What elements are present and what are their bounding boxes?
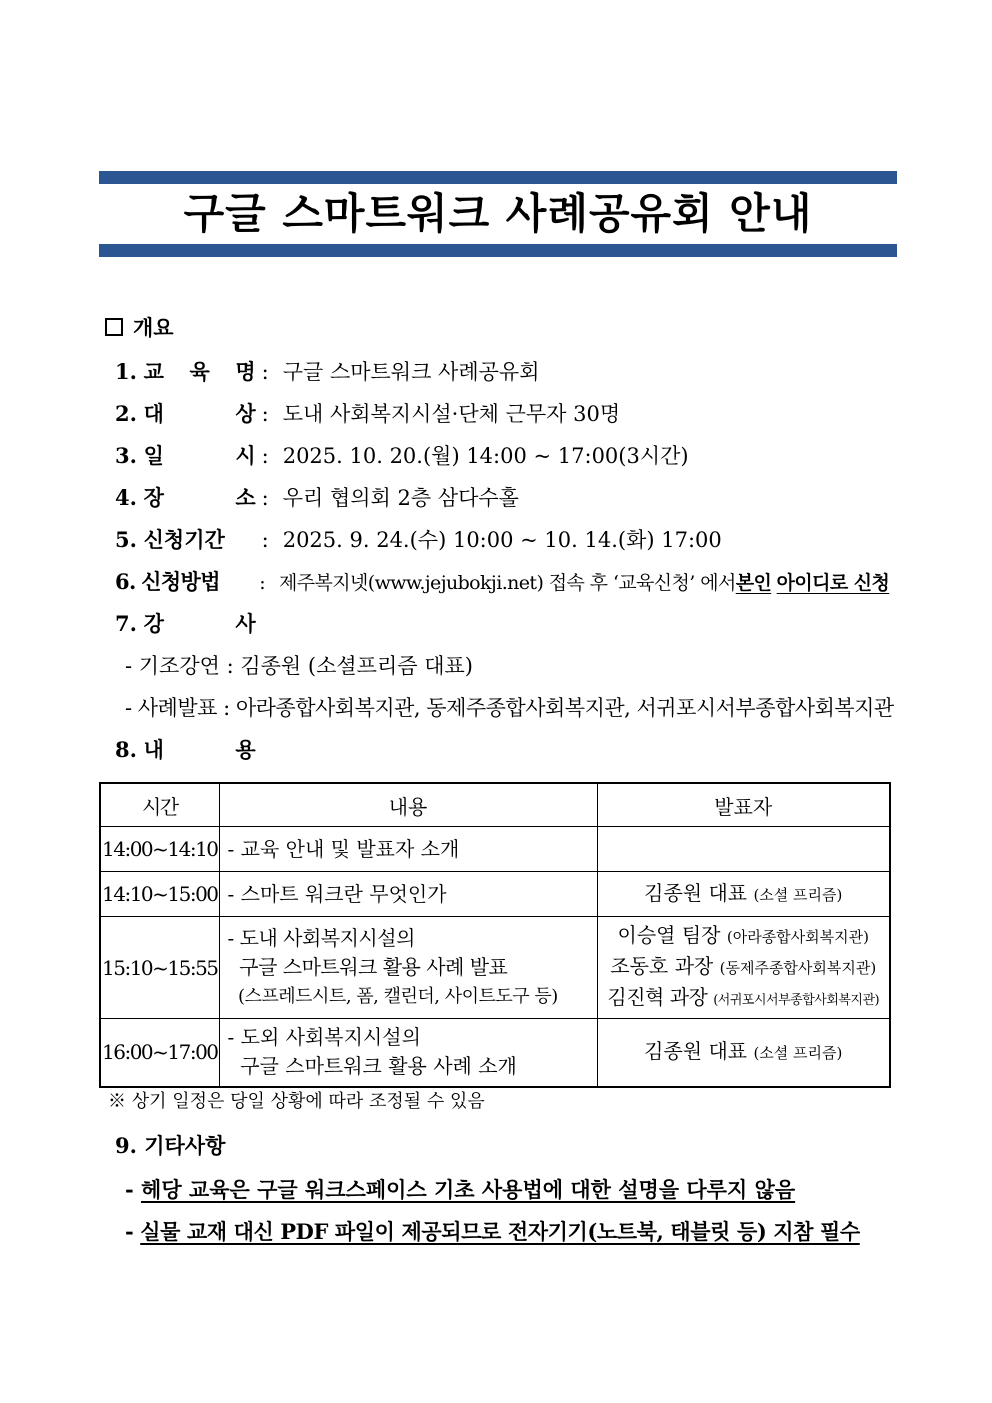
item-label <box>141 566 253 596</box>
content-line: - 교육 안내 및 발표자 소개 <box>227 836 460 861</box>
header-presenter: 발표자 <box>597 783 890 827</box>
content-line: - 스마트 워크란 무엇인가 <box>227 881 447 906</box>
overview-item-2 <box>115 398 620 428</box>
presenter-org: (아라종합사회복지관) <box>726 927 869 946</box>
item-label <box>144 356 256 386</box>
table-row <box>100 827 890 872</box>
underlined-text: 아이디로 신청 <box>776 572 890 594</box>
label-char: 교 <box>143 359 164 384</box>
table-row <box>100 917 890 1019</box>
overview-item-1 <box>115 356 540 386</box>
presenter-name: 조동호 과장 <box>610 953 714 978</box>
presenter-name: 김진혁 과장 <box>607 984 708 1009</box>
table-row <box>100 872 890 917</box>
cell-time: 15:10~15:55 <box>100 917 219 1019</box>
item-value: 구글 스마트워크 사례공유회 <box>282 360 540 384</box>
colon: : <box>261 360 269 384</box>
cell-presenter <box>597 917 890 1019</box>
cell-content <box>219 1019 597 1087</box>
speaker-prefix: - 사례발표 : <box>125 696 230 720</box>
speaker-keynote <box>125 650 473 680</box>
schedule-note: ※ 상기 일정은 당일 상황에 따라 조정될 수 있음 <box>108 1091 485 1112</box>
label-char: 육 <box>189 359 210 384</box>
colon: : <box>261 486 269 510</box>
etc-item-1: - 헤당 교육은 구글 워크스페이스 기초 사용법에 대한 설명을 다루지 않음 <box>125 1177 796 1202</box>
label-char: 장 <box>143 485 164 510</box>
cell-presenter <box>597 872 890 917</box>
cell-content <box>219 827 597 872</box>
content-line: 구글 스마트워크 활용 사례 소개 <box>227 1054 517 1079</box>
overview-item-5 <box>115 524 722 554</box>
overview-item-8 <box>115 734 256 764</box>
title-bar-bottom <box>99 244 897 257</box>
item-label <box>144 734 256 764</box>
item-number: 5. <box>115 527 137 552</box>
etc-heading: 9. 기타사항 <box>115 1133 226 1158</box>
item-value: 2025. 9. 24.(수) 10:00 ~ 10. 14.(화) 17:00 <box>282 528 722 552</box>
presenter-org: (소셜 프리즘) <box>753 885 843 904</box>
etc-item-2: - 실물 교재 대신 PDF 파일이 제공되므로 전자기기(노트북, 태블릿 등) 지참 필수 <box>125 1219 860 1244</box>
presenter-name: 김종원 대표 <box>644 880 748 905</box>
overview-item-3 <box>115 440 689 470</box>
cell-time: 14:00~14:10 <box>100 827 219 872</box>
item-number: 3. <box>115 443 137 468</box>
title-bar-top <box>99 171 897 184</box>
colon: : <box>261 444 269 468</box>
overview-item-4 <box>115 482 519 512</box>
item-value: 2025. 10. 20.(월) 14:00 ~ 17:00(3시간) <box>282 444 689 468</box>
presenter-name: 김종원 대표 <box>644 1038 748 1063</box>
overview-item-6 <box>115 566 889 596</box>
speaker-value: 김종원 (소셜프리즘 대표) <box>240 654 473 678</box>
item-label <box>144 482 256 512</box>
label-char: 신청기간 <box>143 527 225 552</box>
item-number: 7. <box>115 611 137 636</box>
presenter-org: (소셜 프리즘) <box>753 1043 843 1062</box>
label-char: 용 <box>235 737 256 762</box>
label-char: 명 <box>235 359 256 384</box>
overview-item-7 <box>115 608 256 638</box>
colon: : <box>261 402 269 426</box>
item-label <box>144 524 256 554</box>
speaker-value: 아라종합사회복지관, 동제주종합사회복지관, 서귀포시서부종합사회복지관 <box>235 696 894 720</box>
item-value: 제주복지넷(www.jejubokji.net) 접속 후 ‘교육신청’ 에서 <box>279 572 736 594</box>
header-content: 내용 <box>219 783 597 827</box>
speaker-cases <box>125 692 894 722</box>
colon: : <box>261 528 269 552</box>
content-line: (스프레드시트, 폼, 캘린더, 사이트도구 등) <box>227 986 558 1007</box>
item-number: 4. <box>115 485 137 510</box>
item-label <box>144 398 256 428</box>
item-number: 8. <box>115 737 137 762</box>
item-value: 우리 협의회 2층 삼다수홀 <box>282 486 519 510</box>
cell-time: 16:00~17:00 <box>100 1019 219 1087</box>
label-char: 상 <box>235 401 256 426</box>
table-row <box>100 1019 890 1087</box>
item-value: 도내 사회복지시설·단체 근무자 30명 <box>282 402 621 426</box>
label-char: 대 <box>143 401 164 426</box>
content-line: 구글 스마트워크 활용 사례 발표 <box>227 955 508 979</box>
presenter-name: 이승열 팀장 <box>617 922 721 947</box>
label-char: 사 <box>235 611 256 636</box>
underlined-text: 본인 <box>735 572 772 594</box>
item-label <box>144 608 256 638</box>
presenter-org: (서귀포시서부종합사회복지관) <box>713 992 880 1008</box>
etc-text: 헤당 교육은 구글 워크스페이스 기초 사용법에 대한 설명을 다루지 않음 <box>141 1177 796 1202</box>
cell-content <box>219 872 597 917</box>
label-char: 일 <box>143 443 164 468</box>
cell-content <box>219 917 597 1019</box>
page-title: 구글 스마트워크 사례공유회 안내 <box>183 189 813 238</box>
label-char: 강 <box>143 611 164 636</box>
item-number: 2. <box>115 401 137 426</box>
checkbox-square-icon <box>105 318 123 336</box>
schedule-table <box>99 782 891 1088</box>
presenter-org: (동제주종합사회복지관) <box>719 958 877 977</box>
label-text: 신청방법 <box>141 569 220 594</box>
cell-presenter <box>597 827 890 872</box>
content-line: - 도외 사회복지시설의 <box>227 1025 421 1050</box>
content-line: - 도내 사회복지시설의 <box>227 926 415 950</box>
header-time: 시간 <box>100 783 219 827</box>
cell-time: 14:10~15:00 <box>100 872 219 917</box>
speaker-prefix: - 기조강연 : <box>125 654 234 678</box>
label-char: 시 <box>235 443 256 468</box>
label-char: 소 <box>235 485 256 510</box>
item-label <box>144 440 256 470</box>
label-char: 내 <box>143 737 164 762</box>
section-heading <box>105 312 174 342</box>
etc-text: 실물 교재 대신 PDF 파일이 제공되므로 전자기기(노트북, 태블릿 등) 지참 필수 <box>140 1219 860 1244</box>
cell-presenter <box>597 1019 890 1087</box>
table-header-row <box>100 783 890 827</box>
colon: : <box>259 572 265 594</box>
item-number: 6. <box>115 569 136 594</box>
section-heading-label: 개요 <box>133 315 174 340</box>
item-number: 1. <box>115 359 137 384</box>
